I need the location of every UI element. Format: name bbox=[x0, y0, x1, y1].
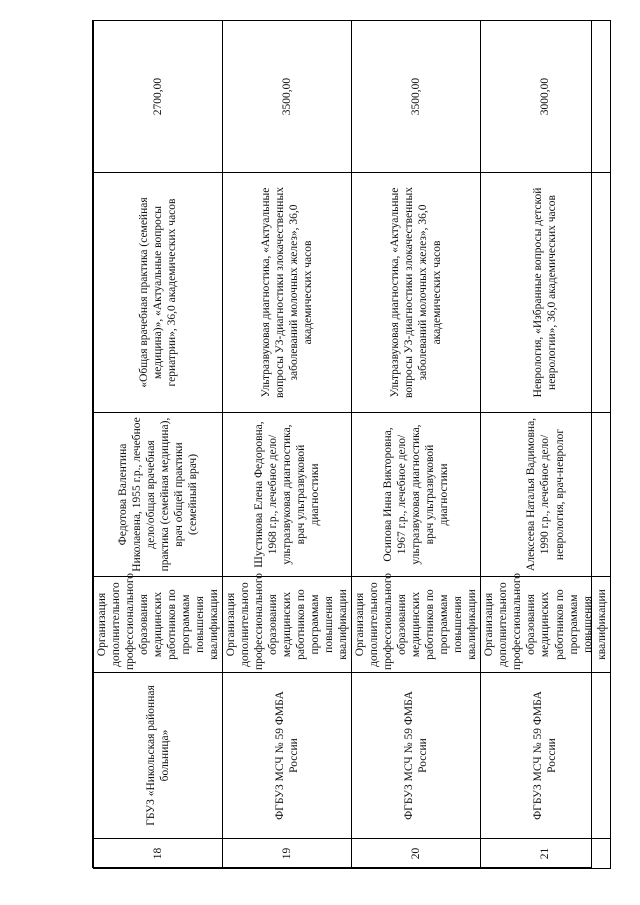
program-cell: Неврология, «Избранные вопросы детской неврологии», 36,0 академических часов bbox=[481, 173, 610, 413]
program-cell: Ультразвуковая диагностика, «Актуальные вопросы УЗ-диагностики злокачественных заболеваний молочных желез», 36,0 академических часов bbox=[352, 173, 481, 413]
row-number: 19 bbox=[223, 839, 352, 869]
amount-cell: 2700,00 bbox=[94, 21, 223, 173]
row-number: 18 bbox=[94, 839, 223, 869]
employee-cell: Алексеева Наталья Вадимовна, 1990 г.р., лечебное дело/ неврология, врач-невролог bbox=[481, 413, 610, 577]
organization-cell: ГБУЗ «Никольская районная больница» bbox=[94, 673, 223, 839]
table-row bbox=[352, 21, 481, 869]
row-number: 21 bbox=[481, 839, 610, 869]
organization-cell: ФГБУЗ МСЧ № 59 ФМБА России bbox=[352, 673, 481, 839]
employee-cell: Шустикова Елена Федоровна, 1968 г.р., лечебное дело/ ультразвуковая диагностика, врач ультразвуковой диагностики bbox=[223, 413, 352, 577]
amount-cell: 3500,00 bbox=[352, 21, 481, 173]
employee-cell: Осипова Инна Викторовна, 1967 г.р., лечебное дело/ ультразвуковая диагностика, врач ультразвуковой диагностики bbox=[352, 413, 481, 577]
organization-cell: ФГБУЗ МСЧ № 59 ФМБА России bbox=[481, 673, 610, 839]
document-page bbox=[92, 20, 608, 868]
expense-type-cell: Организация дополнительного профессионального образования медицинских работников по программам повышения квалификации bbox=[223, 577, 352, 673]
expense-type-cell: Организация дополнительного профессионального образования медицинских работников по программам повышения квалификации bbox=[481, 577, 610, 673]
table-row bbox=[94, 21, 223, 869]
amount-cell: 3000,00 bbox=[481, 21, 610, 173]
program-cell: Ультразвуковая диагностика, «Актуальные вопросы УЗ-диагностики злокачественных заболеваний молочных желез», 36,0 академических часов bbox=[223, 173, 352, 413]
row-number: 20 bbox=[352, 839, 481, 869]
table-row bbox=[223, 21, 352, 869]
organization-cell: ФГБУЗ МСЧ № 59 ФМБА России bbox=[223, 673, 352, 839]
expense-type-cell: Организация дополнительного профессионального образования медицинских работников по программам повышения квалификации bbox=[94, 577, 223, 673]
employee-cell: Федотова Валентина Николаевна, 1955 г.р., лечебное дело/общая врачебная практика (семейная медицина), врач общей практики (семейный врач) bbox=[94, 413, 223, 577]
amount-cell: 3500,00 bbox=[223, 21, 352, 173]
training-costs-table bbox=[93, 20, 611, 869]
rotated-table-container bbox=[93, 21, 608, 869]
expense-type-cell: Организация дополнительного профессионального образования медицинских работников по программам повышения квалификации bbox=[352, 577, 481, 673]
program-cell: «Общая врачебная практика (семейная медицина)», «Актуальные вопросы гериатрии», 36,0 академических часов bbox=[94, 173, 223, 413]
table-row bbox=[481, 21, 610, 869]
